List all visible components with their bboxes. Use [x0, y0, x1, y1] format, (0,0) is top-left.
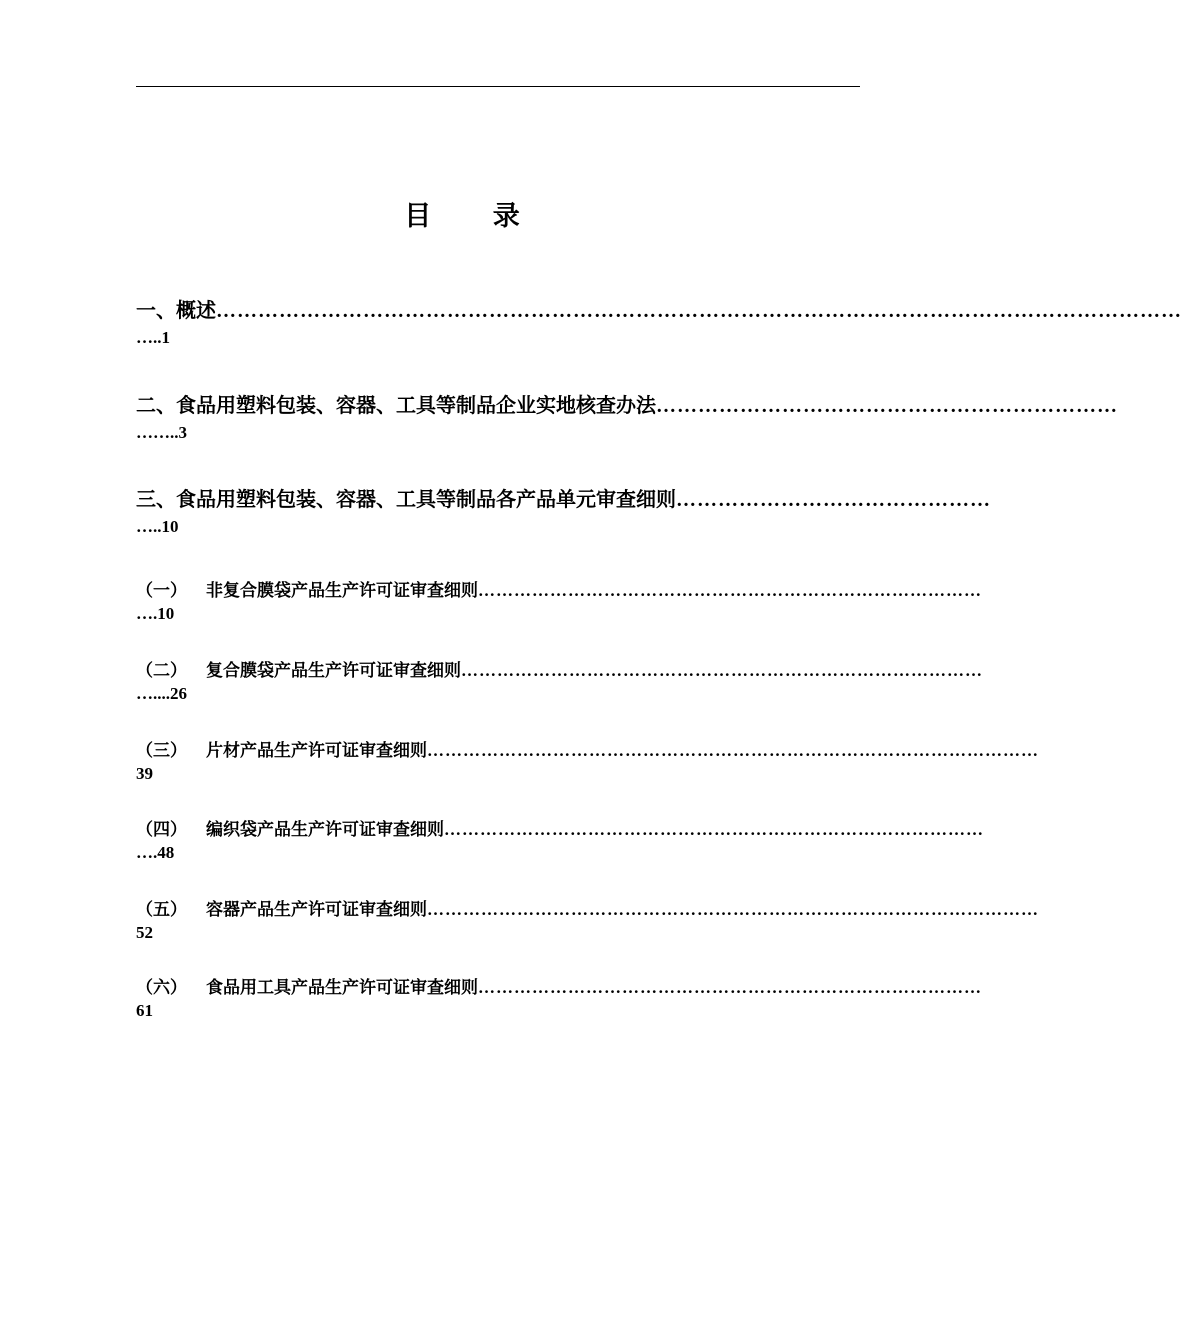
toc-subentry-5[interactable]	[136, 895, 1039, 943]
toc-subentry-1[interactable]	[136, 576, 982, 624]
toc-page-number: ……..3	[136, 423, 187, 442]
toc-page-number: ….10	[136, 604, 175, 623]
toc-subentry-4[interactable]	[136, 815, 984, 863]
toc-leader-dots: …………………………………………………………………………	[478, 978, 982, 997]
toc-page-number: …..1	[136, 328, 170, 347]
toc-leader-dots: ……………………………………………………………………………	[461, 661, 983, 680]
toc-subentry-3[interactable]	[136, 736, 1039, 784]
toc-entry-review-rules[interactable]	[136, 483, 991, 537]
toc-entry-label: 二、食品用塑料包装、容器、工具等制品企业实地核查办法	[136, 393, 656, 417]
toc-page-number: 39	[136, 764, 153, 783]
toc-leader-dots: …………………………………………………………………………………………	[427, 741, 1039, 760]
toc-entry-inspection-method[interactable]	[136, 389, 1118, 443]
toc-subentry-number: （三）	[136, 741, 187, 761]
toc-entry-label: 一、概述	[136, 298, 216, 322]
toc-subentry-label: 容器产品生产许可证审查细则	[206, 900, 427, 920]
header-rule	[136, 86, 860, 87]
toc-leader-dots: …………………………………………………………………………………………	[427, 900, 1039, 919]
toc-leader-dots: …………………………………………………………………………………………………………………………	[216, 300, 1182, 322]
toc-entry-label: 三、食品用塑料包装、容器、工具等制品各产品单元审查细则	[136, 487, 676, 511]
toc-entry-overview[interactable]	[136, 294, 1182, 348]
toc-subentry-number: （五）	[136, 900, 187, 920]
toc-leader-dots: …………………………………………………………	[656, 395, 1118, 417]
toc-subentry-2[interactable]	[136, 656, 983, 704]
toc-subentry-label: 编织袋产品生产许可证审查细则	[206, 820, 444, 840]
toc-page-number: 61	[136, 1001, 153, 1020]
toc-page-number: 52	[136, 923, 153, 942]
toc-leader-dots: …………………………………………………………………………	[478, 581, 982, 600]
toc-leader-dots: ………………………………………………………………………………	[444, 820, 984, 839]
toc-subentry-label: 非复合膜袋产品生产许可证审查细则	[206, 581, 478, 601]
toc-page-number: …..10	[136, 517, 179, 536]
toc-subentry-number: （二）	[136, 661, 187, 681]
toc-subentry-label: 食品用工具产品生产许可证审查细则	[206, 978, 478, 998]
toc-subentry-number: （四）	[136, 820, 187, 840]
toc-page-number: …....26	[136, 684, 187, 703]
toc-subentry-6[interactable]	[136, 973, 982, 1021]
toc-leader-dots: ………………………………………	[676, 489, 991, 511]
toc-subentry-number: （一）	[136, 581, 187, 601]
toc-title: 目 录	[404, 201, 546, 232]
toc-subentry-label: 片材产品生产许可证审查细则	[206, 741, 427, 761]
toc-page-number: ….48	[136, 843, 175, 862]
toc-subentry-number: （六）	[136, 978, 187, 998]
toc-subentry-label: 复合膜袋产品生产许可证审查细则	[206, 661, 461, 681]
